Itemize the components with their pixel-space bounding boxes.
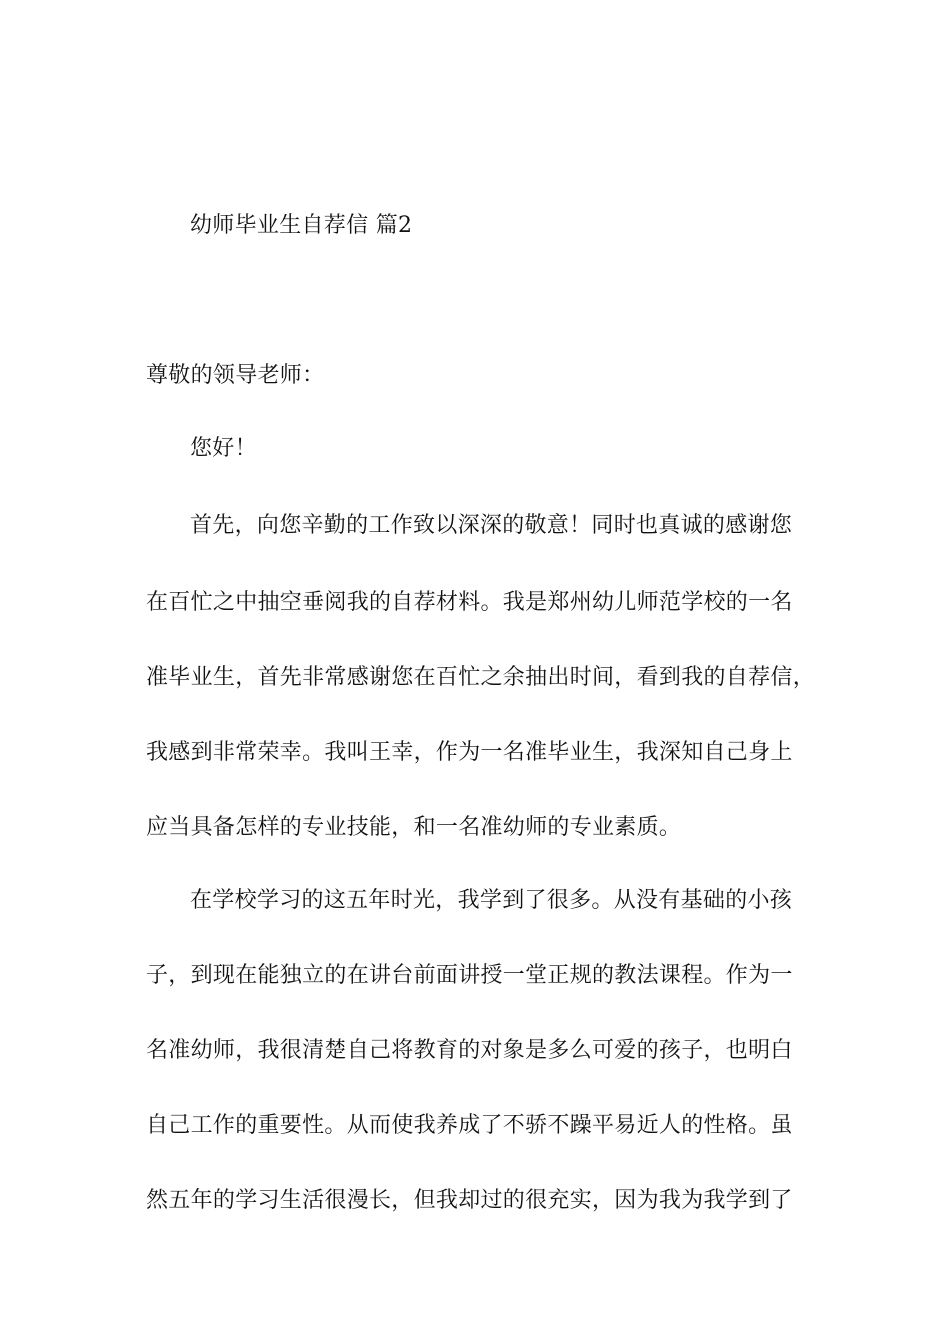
body-line: 然五年的学习生活很漫长，但我却过的很充实，因为我为我学到了 (146, 1188, 793, 1213)
body-line: 在学校学习的这五年时光，我学到了很多。从没有基础的小孩 (190, 888, 793, 913)
body-line: 应当具备怎样的专业技能，和一名准幼师的专业素质。 (146, 815, 682, 840)
body-line: 在百忙之中抽空垂阅我的自荐材料。我是郑州幼儿师范学校的一名 (146, 590, 793, 615)
body-line: 名准幼师，我很清楚自己将教育的对象是多么可爱的孩子，也明白 (146, 1038, 793, 1063)
body-line: 子，到现在能独立的在讲台前面讲授一堂正规的教法课程。作为一 (146, 963, 793, 988)
body-line: 首先，向您辛勤的工作致以深深的敬意！同时也真诚的感谢您 (190, 513, 793, 538)
body-line: 自己工作的重要性。从而使我养成了不骄不躁平易近人的性格。虽 (146, 1113, 793, 1138)
salutation: 尊敬的领导老师： (146, 363, 325, 388)
greeting: 您好！ (190, 436, 257, 461)
document-title: 幼师毕业生自荐信 篇2 (190, 213, 413, 238)
body-line: 准毕业生，首先非常感谢您在百忙之余抽出时间，看到我的自荐信， (146, 665, 816, 690)
body-line: 我感到非常荣幸。我叫王幸，作为一名准毕业生，我深知自己身上 (146, 740, 793, 765)
